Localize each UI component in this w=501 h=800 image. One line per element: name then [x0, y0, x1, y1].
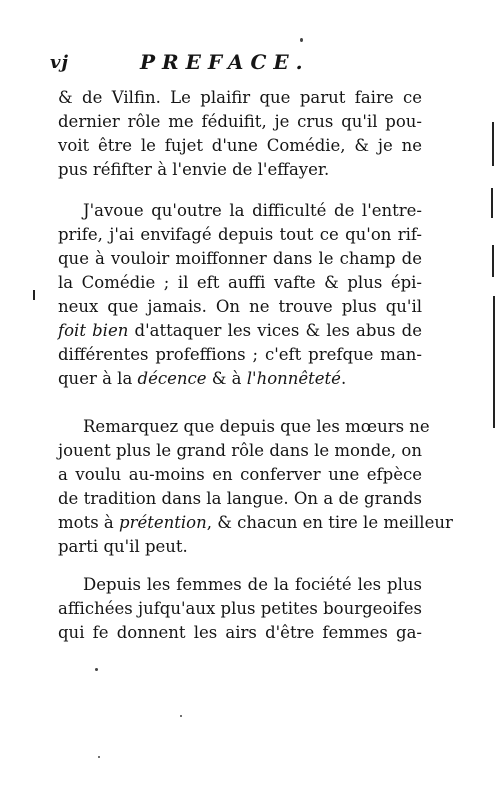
text-line: [58, 319, 422, 343]
paragraph-4: [58, 573, 422, 645]
text-line: & de Vilfin. Le plaifir que parut faire ce: [58, 88, 422, 107]
margin-mark: [492, 245, 494, 277]
text-run: d'attaquer les vices & les abus de: [128, 321, 422, 340]
text-line: [58, 511, 453, 535]
speck: [95, 668, 98, 671]
margin-mark: [491, 188, 493, 218]
text-run: , & chacun en tire le meilleur: [206, 513, 453, 532]
text-line: voit être le fujet d'une Comédie, & je ne: [58, 136, 422, 155]
running-title: PREFACE.: [140, 50, 310, 74]
text-run: mots à: [58, 513, 120, 532]
text-line: Depuis les femmes de la fociété les plus: [83, 575, 422, 594]
speck: [300, 38, 303, 42]
text-line: la Comédie ; il eft auffi vafte & plus épi-: [58, 273, 422, 292]
margin-mark: [33, 290, 35, 300]
speck: [180, 715, 182, 717]
text-line: a voulu au-moins en conferver une efpèce: [58, 465, 422, 484]
text-line: prife, j'ai envifagé depuis tout ce qu'on rif-: [58, 225, 422, 244]
speck: [98, 756, 100, 758]
text-line: Remarquez que depuis que les mœurs ne: [83, 417, 430, 436]
text-line: parti qu'il peut.: [58, 537, 188, 556]
text-line: jouent plus le grand rôle dans le monde, on: [58, 441, 422, 460]
text-run: & à: [206, 369, 247, 388]
text-run: .: [340, 369, 347, 388]
text-line: différentes profeffions ; c'eft prefque man-: [58, 345, 422, 364]
text-line: que à vouloir moiffonner dans le champ de: [58, 249, 422, 268]
text-line: de tradition dans la langue. On a de grands: [58, 489, 422, 508]
italic-text: foit bien: [58, 321, 129, 340]
paragraph-2: [58, 199, 422, 391]
text-line: qui fe donnent les airs d'être femmes ga-: [58, 623, 422, 642]
margin-mark: [492, 122, 494, 166]
text-line: neux que jamais. On ne trouve plus qu'il: [58, 297, 422, 316]
text-line: pus réfifter à l'envie de l'effayer.: [58, 160, 330, 179]
paragraph-3: [58, 415, 453, 559]
text-run: quer à la: [58, 369, 138, 388]
italic-text: l'honnêteté: [246, 369, 341, 388]
italic-text: prétention: [119, 513, 207, 532]
text-line: J'avoue qu'outre la difficulté de l'entre-: [83, 201, 422, 220]
text-line: affichées jufqu'aux plus petites bourgeoifes: [58, 599, 422, 618]
italic-text: décence: [137, 369, 207, 388]
page-number: vj: [50, 52, 69, 73]
margin-mark: [493, 296, 495, 428]
text-line: [58, 367, 422, 391]
paragraph-1: [58, 86, 422, 182]
text-line: dernier rôle me féduifit, je crus qu'il pou-: [58, 112, 422, 131]
